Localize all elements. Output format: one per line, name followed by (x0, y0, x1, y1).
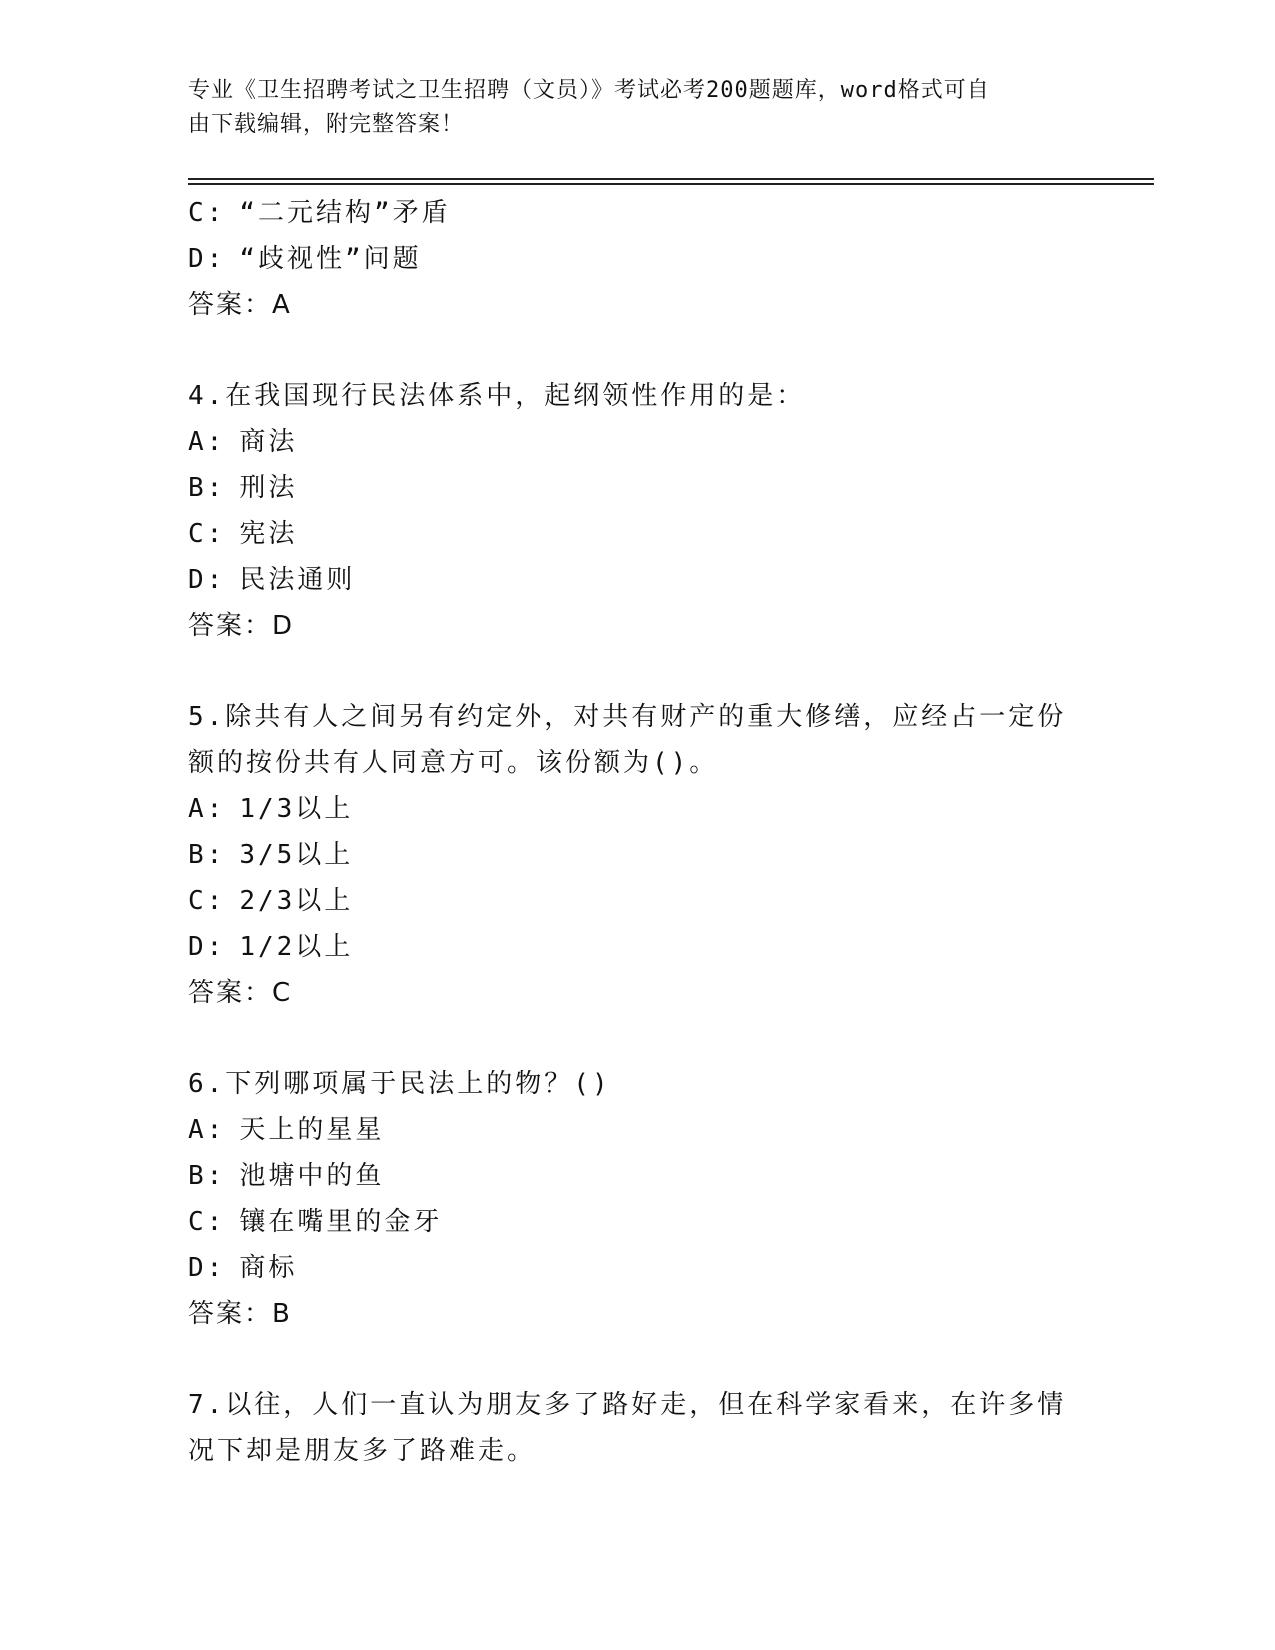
header-line-1: 专业《卫生招聘考试之卫生招聘（文员）》考试必考200题题库，word格式可自 (188, 78, 990, 103)
question-stem: 6.下列哪项属于民法上的物？() (188, 1069, 611, 1099)
option-text: 天上的星星 (239, 1115, 385, 1145)
option-key: B: (188, 840, 226, 870)
question-3-continuation (188, 190, 1088, 328)
option-d (188, 236, 1088, 282)
option-key: C: (188, 198, 226, 228)
option-text: 1/3以上 (239, 794, 354, 824)
question-7 (188, 1382, 1088, 1474)
option-d (188, 557, 1088, 603)
option-c (188, 878, 1088, 924)
spacer (188, 649, 1088, 694)
option-a (188, 786, 1088, 832)
option-key: D: (188, 565, 226, 595)
option-key: C: (188, 886, 226, 916)
question-stem: 7.以往，人们一直认为朋友多了路好走，但在科学家看来，在许多情 (188, 1390, 1067, 1420)
option-key: D: (188, 1253, 226, 1283)
option-key: D: (188, 932, 226, 962)
option-text: “二元结构”矛盾 (239, 198, 451, 228)
option-text: 3/5以上 (239, 840, 354, 870)
question-stem-continued: 额的按份共有人同意方可。该份额为()。 (188, 748, 719, 778)
page-header (188, 74, 1068, 142)
question-content (188, 190, 1088, 1474)
option-text: “歧视性”问题 (239, 244, 422, 274)
option-b (188, 1153, 1088, 1199)
spacer (188, 328, 1088, 373)
option-key: A: (188, 427, 226, 457)
option-text: 宪法 (239, 519, 298, 549)
option-text: 商法 (239, 427, 298, 457)
option-c (188, 511, 1088, 557)
option-c (188, 190, 1088, 236)
answer-line: 答案：C (188, 978, 293, 1008)
question-stem: 5.除共有人之间另有约定外，对共有财产的重大修缮，应经占一定份 (188, 702, 1067, 732)
option-key: C: (188, 1207, 226, 1237)
question-stem: 4.在我国现行民法体系中，起纲领性作用的是： (188, 381, 806, 411)
option-b (188, 465, 1088, 511)
option-text: 2/3以上 (239, 886, 354, 916)
option-text: 1/2以上 (239, 932, 354, 962)
option-text: 镶在嘴里的金牙 (239, 1207, 443, 1237)
option-b (188, 832, 1088, 878)
question-5 (188, 694, 1088, 1016)
spacer (188, 1016, 1088, 1061)
option-text: 民法通则 (239, 565, 356, 595)
option-key: B: (188, 1161, 226, 1191)
option-text: 刑法 (239, 473, 298, 503)
question-stem-continued: 况下却是朋友多了路难走。 (188, 1436, 537, 1466)
option-key: A: (188, 794, 226, 824)
option-text: 商标 (239, 1253, 298, 1283)
option-key: A: (188, 1115, 226, 1145)
option-a (188, 1107, 1088, 1153)
header-rule-bottom (188, 183, 1154, 185)
header-line-2: 由下载编辑，附完整答案！ (188, 112, 465, 137)
option-d (188, 1245, 1088, 1291)
question-6 (188, 1061, 1088, 1337)
option-c (188, 1199, 1088, 1245)
answer-line: 答案：B (188, 1299, 292, 1329)
answer-line: 答案：A (188, 290, 292, 320)
question-4 (188, 373, 1088, 649)
option-text: 池塘中的鱼 (239, 1161, 385, 1191)
option-key: D: (188, 244, 226, 274)
option-d (188, 924, 1088, 970)
answer-line: 答案：D (188, 611, 295, 641)
option-a (188, 419, 1088, 465)
spacer (188, 1337, 1088, 1382)
option-key: C: (188, 519, 226, 549)
option-key: B: (188, 473, 226, 503)
header-rule-top (188, 178, 1154, 180)
